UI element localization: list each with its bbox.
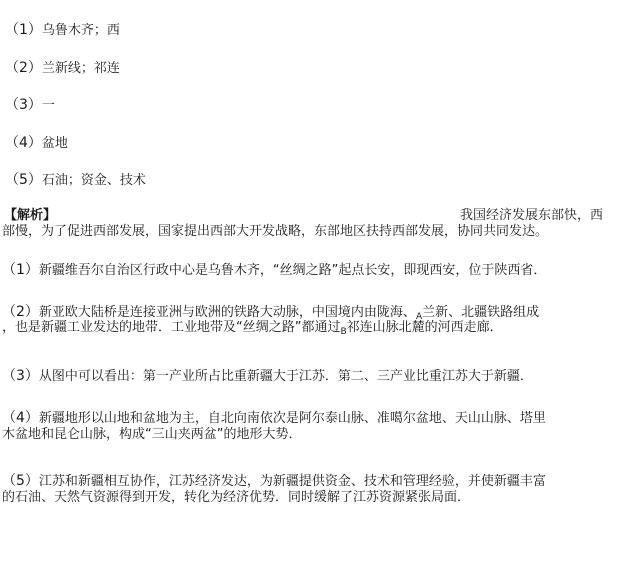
analysis-label-text: 【解析】 [4,208,57,223]
answer-5-text: 石油；资金、技术 [41,173,146,188]
paragraph-2-marker-b: B [340,327,347,337]
answer-4 [5,135,68,152]
answer-3-text: 一 [41,98,55,113]
answer-5-number: （5） [5,172,42,188]
answer-1 [5,22,120,39]
answer-2-number: （2） [5,60,42,76]
paragraph-2-marker-a: A [415,312,423,322]
analysis-paragraph-1 [2,262,546,279]
analysis-paragraph-5 [2,473,546,490]
paragraph-2-line-2-before: ，也是新疆工业发达的地带．工业地带及“丝绸之路”都通过 [2,320,341,335]
paragraph-1-number: （1） [2,262,39,278]
paragraph-2-line-2-after: 祁连山脉北麓的河西走廊． [346,320,503,335]
answer-1-number: （1） [5,22,42,38]
paragraph-3-number: （3） [2,368,39,384]
paragraph-5-line-1: 江苏和新疆相互协作，江苏经济发达，为新疆提供资金、技术和管理经验，并使新疆丰富 [38,474,546,489]
answer-4-number: （4） [5,135,42,151]
answer-2 [5,60,120,77]
paragraph-2-line-1-after: 兰新、北疆铁路组成 [422,305,540,320]
answer-2-text: 兰新线；祁连 [41,61,120,76]
answer-5 [5,172,146,189]
paragraph-4-line-1: 新疆地形以山地和盆地为主，自北向南依次是阿尔泰山脉、准噶尔盆地、天山山脉、塔里 [38,411,546,426]
paragraph-2-line-1-before: 新亚欧大陆桥是连接亚洲与欧洲的铁路大动脉，中国境内由陇海、 [38,305,416,320]
analysis-paragraph-4 [2,410,546,427]
analysis-paragraph-2-cont [2,320,503,340]
analysis-paragraph-3 [2,368,533,385]
analysis-paragraph-4-cont: 木盆地和昆仑山脉，构成“三山夹两盆”的地形大势． [2,427,302,442]
analysis-paragraph-5-cont: 的石油、天然气资源得到开发，转化为经济优势．同时缓解了江苏资源紧张局面． [2,490,471,505]
analysis-intro-line2: 部慢，为了促进西部发展，国家提出西部大开发战略，东部地区扶持西部发展，协同共同发达。 [2,224,549,239]
answer-1-text: 乌鲁木齐；西 [41,23,120,38]
answer-3-number: （3） [5,97,42,113]
paragraph-1-line-1: 新疆维吾尔自治区行政中心是乌鲁木齐，“丝绸之路”起点长安，即现西安，位于陕西省． [38,263,547,278]
paragraph-5-number: （5） [2,473,39,489]
analysis-label [4,208,56,224]
paragraph-4-number: （4） [2,410,39,426]
paragraph-3-line-1: 从图中可以看出：第一产业所占比重新疆大于江苏．第二、三产业比重江苏大于新疆． [38,369,533,384]
analysis-intro-line1: 我国经济发展东部快，西 [460,208,604,223]
answer-4-text: 盆地 [41,136,68,151]
answer-3 [5,97,55,114]
paragraph-2-number: （2） [2,304,39,320]
